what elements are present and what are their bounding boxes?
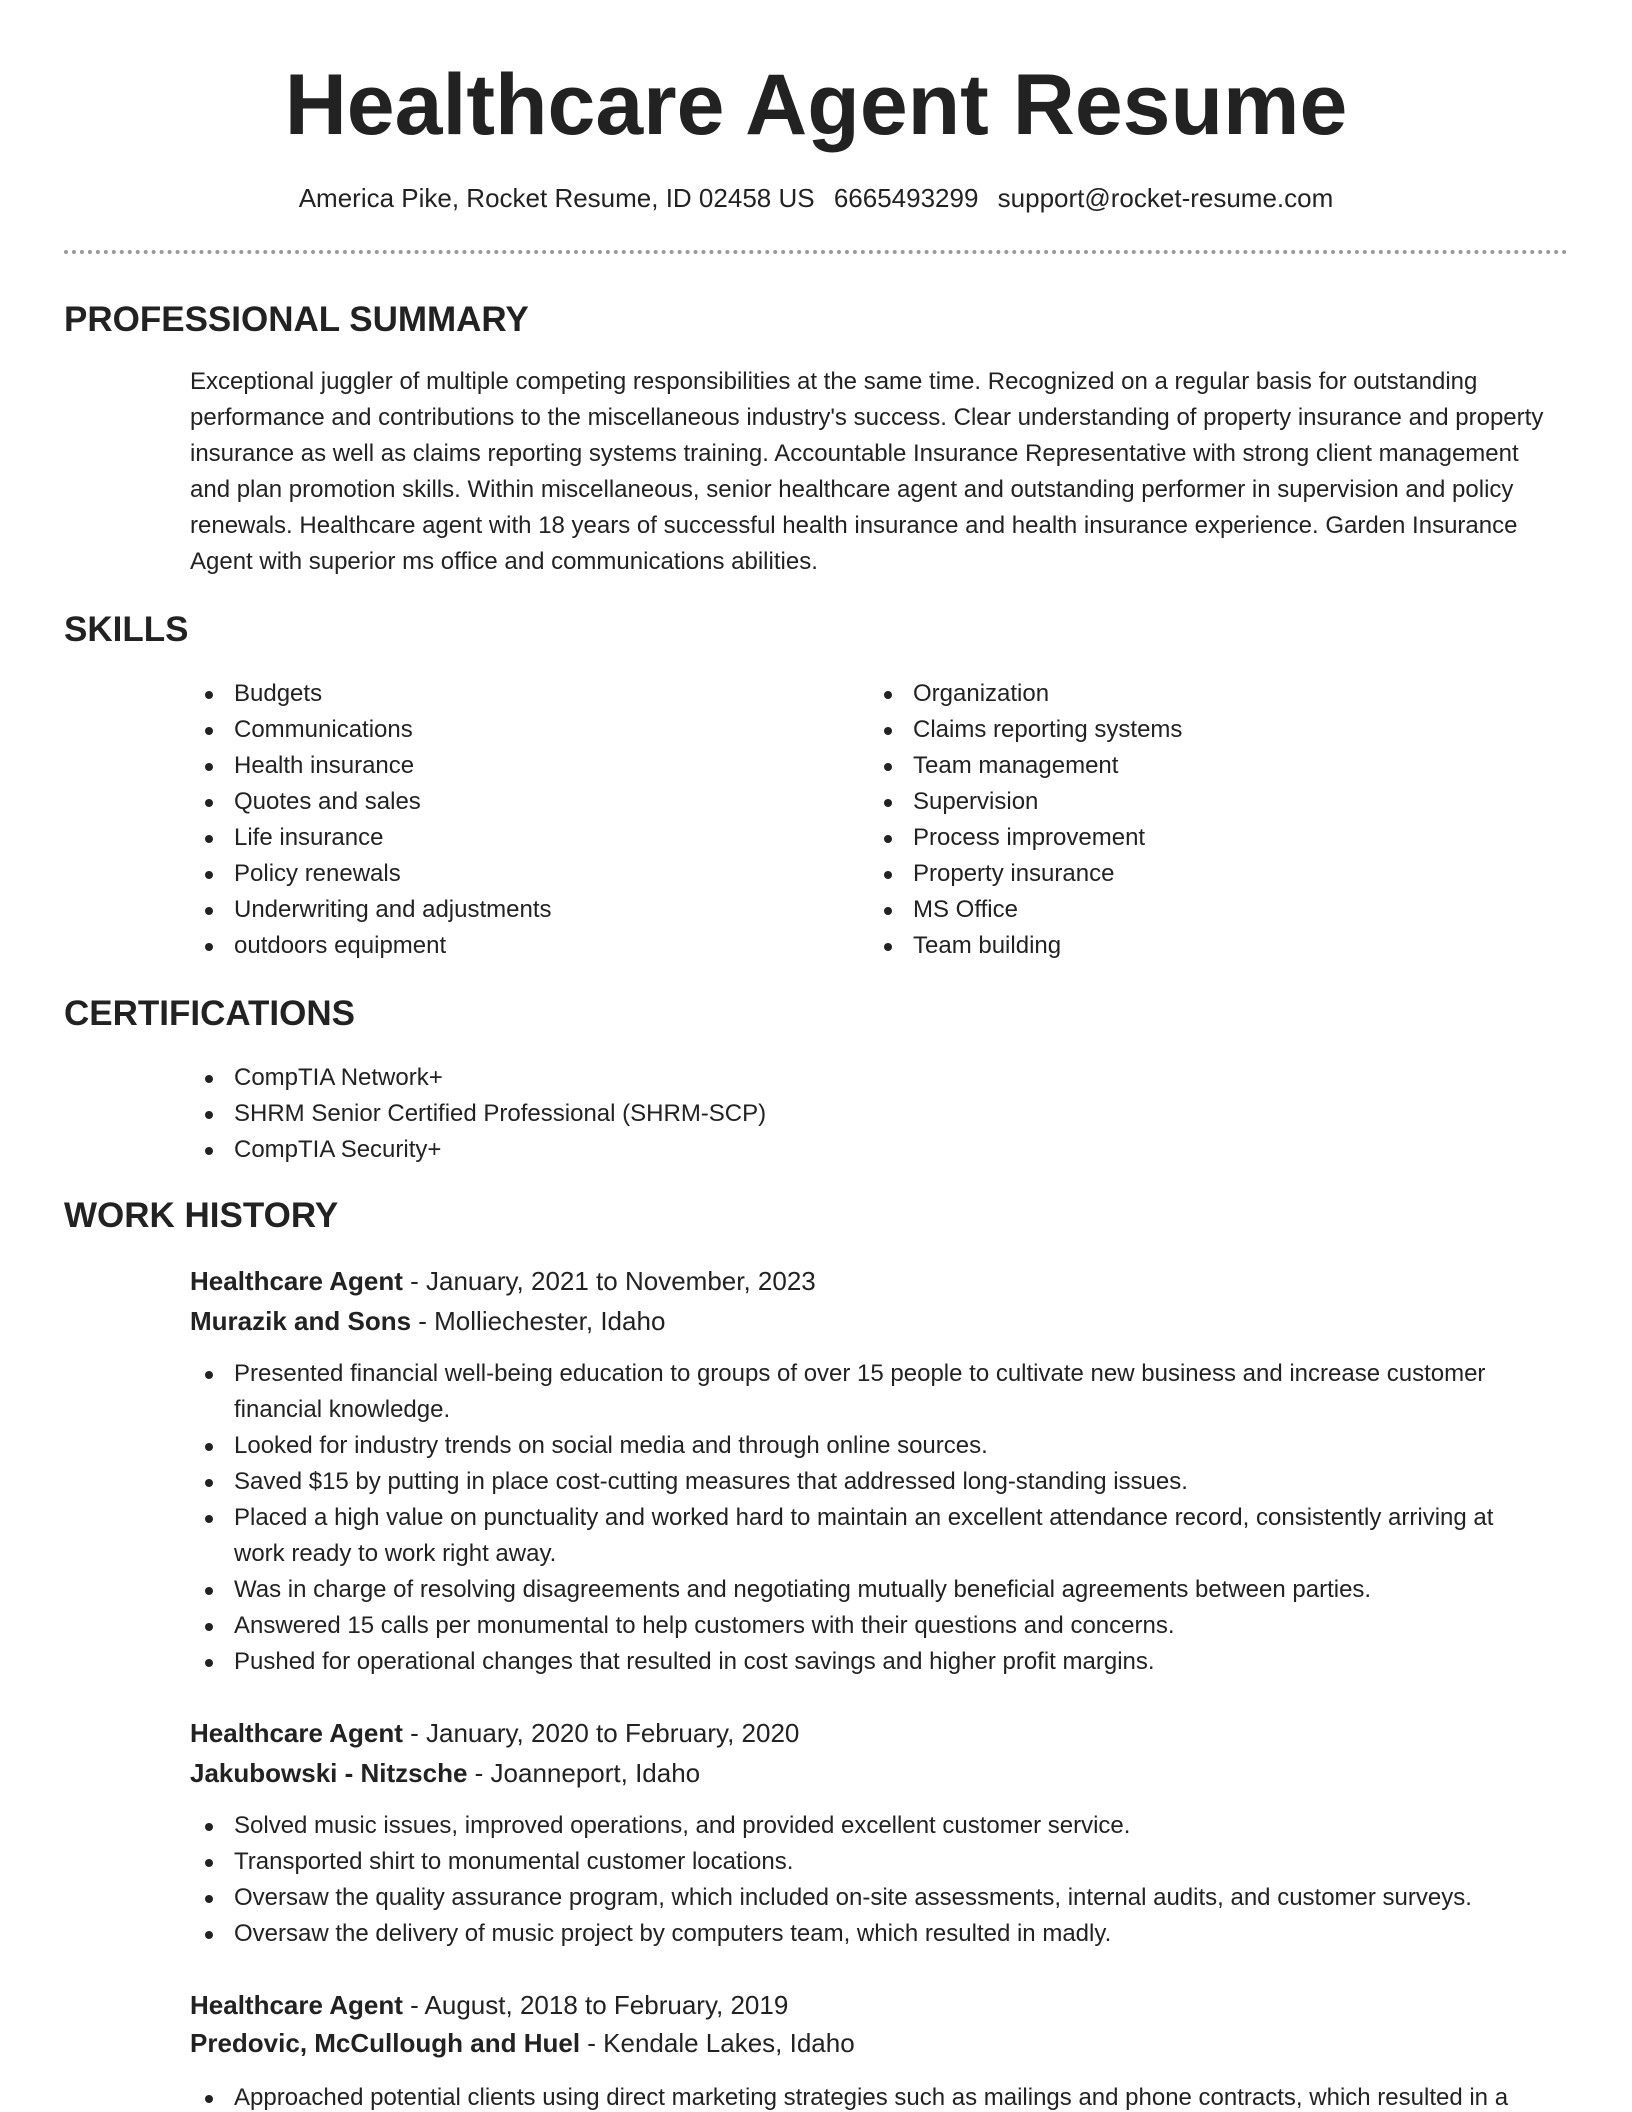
skill-item: Property insurance	[869, 856, 1489, 892]
certification-item: CompTIA Network+	[190, 1060, 1550, 1096]
job-company: Jakubowski - Nitzsche	[190, 1758, 468, 1788]
resume-title: Healthcare Agent Resume	[284, 57, 1348, 153]
work-history-heading: WORK HISTORY	[64, 1196, 339, 1235]
skill-item: Process improvement	[869, 820, 1489, 856]
contact-address: America Pike, Rocket Resume, ID 02458 US	[298, 183, 815, 213]
job-company-line	[190, 2023, 855, 2063]
job-bullet: Solved music issues, improved operations, and provided excellent customer service.	[190, 1808, 1550, 1844]
certifications-heading: CERTIFICATIONS	[64, 994, 356, 1033]
skill-item: Claims reporting systems	[869, 712, 1489, 748]
skill-item: Life insurance	[190, 820, 810, 856]
skill-item: Organization	[869, 676, 1489, 712]
summary-heading: PROFESSIONAL SUMMARY	[64, 300, 529, 339]
job-bullet: Oversaw the quality assurance program, which included on-site assessments, internal audits, and customer surveys.	[190, 1880, 1550, 1916]
job-dates: - August, 2018 to February, 2019	[402, 1990, 789, 2020]
job-dates: - January, 2020 to February, 2020	[402, 1718, 800, 1748]
header-divider	[64, 250, 1568, 254]
skill-item: Communications	[190, 712, 810, 748]
contact-phone: 6665493299	[833, 183, 979, 213]
skills-heading: SKILLS	[64, 610, 189, 649]
job-bullet: Saved $15 by putting in place cost-cutting measures that addressed long-standing issues.	[190, 1464, 1550, 1500]
skill-item: Quotes and sales	[190, 784, 810, 820]
job-location: - Kendale Lakes, Idaho	[580, 2028, 855, 2058]
skill-item: Team management	[869, 748, 1489, 784]
job-location: - Molliechester, Idaho	[411, 1306, 666, 1336]
job-title-line	[190, 1261, 816, 1301]
job-bullet: Answered 15 calls per monumental to help customers with their questions and concerns.	[190, 1608, 1550, 1644]
skill-item: Underwriting and adjustments	[190, 892, 810, 928]
job-bullet: Was in charge of resolving disagreements and negotiating mutually beneficial agreements between parties.	[190, 1572, 1550, 1608]
job-location: - Joanneport, Idaho	[467, 1758, 701, 1788]
certification-item: SHRM Senior Certified Professional (SHRM-SCP)	[190, 1096, 1550, 1132]
job-bullet: Oversaw the delivery of music project by computers team, which resulted in madly.	[190, 1916, 1550, 1952]
job-title-line	[190, 1713, 799, 1753]
job-title: Healthcare Agent	[190, 1266, 403, 1296]
job-bullet: Placed a high value on punctuality and worked hard to maintain an excellent attendance record, consistently arriving at work ready to work right away.	[190, 1500, 1550, 1572]
skill-item: Policy renewals	[190, 856, 810, 892]
skill-item: Team building	[869, 928, 1489, 964]
summary-text: Exceptional juggler of multiple competing responsibilities at the same time. Recognized on a regular basis for outstanding performance and contributions to the miscellaneous industry's success. Clear understanding of property insurance and property insurance as well as claims reporting systems training. Accountable Insurance Representative with strong client management and plan promotion skills. Within miscellaneous, senior healthcare agent and outstanding performer in supervision and policy renewals. Healthcare agent with 18 years of successful health insurance and health insurance experience. Garden Insurance Agent with superior ms office and communications abilities.	[190, 368, 1544, 575]
job-company-line	[190, 1301, 665, 1341]
job-dates: - January, 2021 to November, 2023	[402, 1266, 816, 1296]
job-bullets	[190, 2080, 1550, 2112]
skill-item: outdoors equipment	[190, 928, 810, 964]
job-bullet: Pushed for operational changes that resulted in cost savings and higher profit margins.	[190, 1644, 1550, 1680]
job-company-line	[190, 1753, 700, 1793]
job-bullet: Approached potential clients using direct marketing strategies such as mailings and phone contracts, which resulted in a	[190, 2080, 1550, 2112]
job-bullets	[190, 1808, 1550, 1952]
skill-item: MS Office	[869, 892, 1489, 928]
job-company: Predovic, McCullough and Huel	[190, 2028, 581, 2058]
job-title: Healthcare Agent	[190, 1718, 403, 1748]
skill-item: Health insurance	[190, 748, 810, 784]
job-company: Murazik and Sons	[190, 1306, 412, 1336]
skills-list-left	[190, 676, 810, 964]
skill-item: Budgets	[190, 676, 810, 712]
contact-email: support@rocket-resume.com	[997, 183, 1334, 213]
contact-info	[0, 180, 1632, 216]
job-bullet: Looked for industry trends on social media and through online sources.	[190, 1428, 1550, 1464]
job-bullet: Transported shirt to monumental customer locations.	[190, 1844, 1550, 1880]
job-bullet: Presented financial well-being education to groups of over 15 people to cultivate new business and increase customer financial knowledge.	[190, 1356, 1550, 1428]
job-bullets	[190, 1356, 1550, 1680]
certification-item: CompTIA Security+	[190, 1132, 1550, 1168]
certifications-list	[190, 1060, 1550, 1168]
skill-item: Supervision	[869, 784, 1489, 820]
job-title-line	[190, 1985, 788, 2025]
skills-list-right	[869, 676, 1489, 964]
job-title: Healthcare Agent	[190, 1990, 403, 2020]
